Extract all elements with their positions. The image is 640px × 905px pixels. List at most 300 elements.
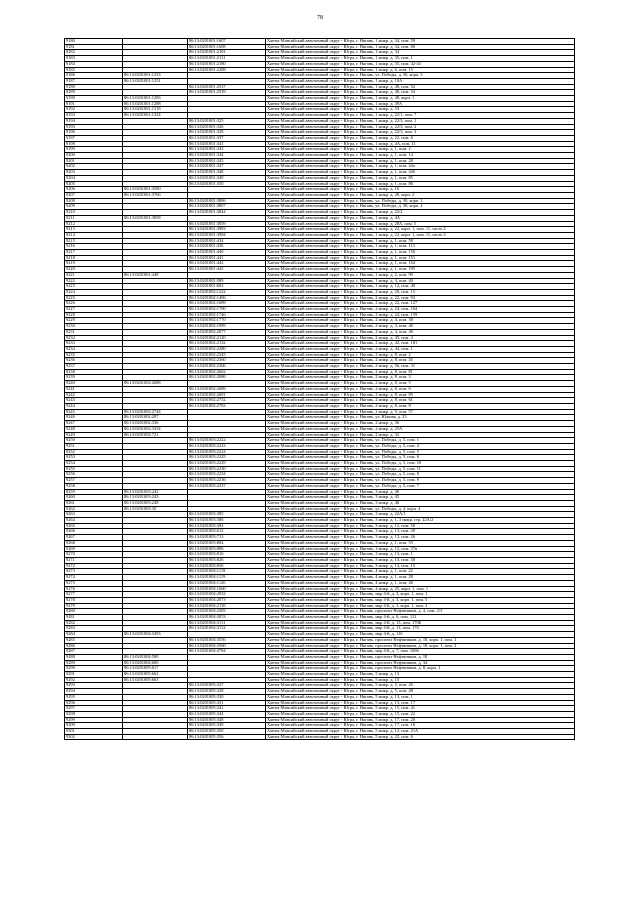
object-cadastral-number-cell: 86:13:0201001:328 — [188, 130, 266, 136]
address-cell: Ханты-Мансийский автономный округ - Югра, г. Нягань, 3 микр. д. 13, пом. 58 — [266, 557, 575, 563]
address-cell: Ханты-Мансийский автономный округ - Югра, г. Нягань, 1 микр. д. 53 — [266, 107, 575, 113]
row-number-cell: 9278 — [65, 597, 123, 603]
object-cadastral-number-cell: 86:13:0201004:1660 — [188, 586, 266, 592]
object-cadastral-number-cell: 86:13:0201004:2032 — [188, 592, 266, 598]
land-cadastral-number-cell: 86:13:0201002:336 — [123, 421, 188, 427]
object-cadastral-number-cell: 86:13:0201003:826 — [188, 557, 266, 563]
address-cell: Ханты-Мансийский автономный округ - Югра, г. Нягань, 1 микр. д. 22, пом. 6 — [266, 135, 575, 141]
object-cadastral-number-cell: 86:13:0201003:804 — [188, 540, 266, 546]
address-cell: Ханты-Мансийский автономный округ - Югра, г. Нягань, 3 микр. д. 45 — [266, 495, 575, 501]
object-cadastral-number-cell: 86:13:0201001:602 — [188, 284, 266, 290]
row-number-cell: 9255 — [65, 466, 123, 472]
row-number-cell: 9259 — [65, 489, 123, 495]
row-number-cell: 9279 — [65, 603, 123, 609]
address-cell: Ханты-Мансийский автономный округ - Югра, г. Нягань, 5 микр. д. 17, пом. 16 — [266, 723, 575, 729]
address-cell: Ханты-Мансийский автономный округ - Югра, г. Нягань, 4 микр. д. 1, пом. 22 — [266, 569, 575, 575]
address-cell: Ханты-Мансийский автономный округ - Югра, г. Нягань, ул. Южная, д. 23 — [266, 415, 575, 421]
object-cadastral-number-cell: 86:13:0201004:3112 — [188, 626, 266, 632]
address-cell: Ханты-Мансийский автономный округ - Югра, г. Нягань, ул. Победы, д. 5, пом. 9 — [266, 478, 575, 484]
address-cell: Ханты-Мансийский автономный округ - Югра, г. Нягань, 2 микр. д. 8, пом. 8 — [266, 404, 575, 410]
address-cell: Ханты-Мансийский автономный округ - Югра, г. Нягань, 1 микр. д. 22, корп. 1, пом. 11, часть 3 — [266, 232, 575, 238]
address-cell: Ханты-Мансийский автономный округ - Югра, г. Нягань, 1 микр. д. 10А — [266, 78, 575, 84]
address-cell: Ханты-Мансийский автономный округ - Югра, г. Нягань, 2 микр. д. 44, пом. 1 — [266, 346, 575, 352]
object-cadastral-number-cell: 86:13:0201001:350 — [188, 181, 266, 187]
address-cell: Ханты-Мансийский автономный округ - Югра, г. Нягань, 5 микр. д. 13, пом. 1 — [266, 694, 575, 700]
address-cell: Ханты-Мансийский автономный округ - Югра, г. Нягань, ул. Победы, д. 30, корп. 2 — [266, 204, 575, 210]
row-number-cell: 9289 — [65, 660, 123, 666]
object-cadastral-number-cell: 86:13:0201001:2180 — [188, 61, 266, 67]
row-number-cell: 9298 — [65, 711, 123, 717]
address-cell: Ханты-Мансийский автономный округ - Югра, г. Нягань, ул. Победы, д. 5, пом. 11 — [266, 466, 575, 472]
address-cell: Ханты-Мансийский автономный округ - Югра, г. Нягань, 1 микр. д. 1, пом. 164 — [266, 261, 575, 267]
object-cadastral-number-cell: 86:13:0201001:1607 — [188, 39, 266, 45]
row-number-cell: 9192 — [65, 107, 123, 113]
address-cell: Ханты-Мансийский автономный округ - Югра, г. Нягань, 1 микр. д. 34 — [266, 50, 575, 56]
address-cell: Ханты-Мансийский автономный округ - Югра, г. Нягань, 3 микр. д. 40 — [266, 489, 575, 495]
address-cell: Ханты-Мансийский автономный округ - Югра, г. Нягань, 3 микр. д. 14, пом. 15 — [266, 563, 575, 569]
row-number-cell: 9211 — [65, 215, 123, 221]
row-number-cell: 9264 — [65, 518, 123, 524]
row-number-cell: 9248 — [65, 426, 123, 432]
row-number-cell: 9286 — [65, 643, 123, 649]
object-cadastral-number-cell: 86:13:0201001:443 — [188, 267, 266, 273]
address-cell: Ханты-Мансийский автономный округ - Югра, г. Нягань, 5 микр. д. 15, пом. 41 — [266, 706, 575, 712]
registry-table — [64, 38, 575, 740]
land-cadastral-number-cell: 86:13:0201001:3858 — [123, 215, 188, 221]
table-row — [65, 734, 575, 740]
row-number-cell: 9213 — [65, 227, 123, 233]
land-cadastral-number-cell: 86:13:0201002:287 — [123, 415, 188, 421]
object-cadastral-number-cell: 86:13:0201002:1689 — [188, 301, 266, 307]
row-number-cell: 9194 — [65, 118, 123, 124]
row-number-cell: 9292 — [65, 677, 123, 683]
row-number-cell: 9296 — [65, 700, 123, 706]
address-cell: Ханты-Мансийский автономный округ - Югра, г. Нягань, 1 микр. д. 1, пом. 44а — [266, 164, 575, 170]
object-cadastral-number-cell: 86:13:0201001:337 — [188, 135, 266, 141]
address-cell: Ханты-Мансийский автономный округ - Югра, г. Нягань, 5 микр. д. 12, пом. 21А — [266, 729, 575, 735]
row-number-cell: 9228 — [65, 312, 123, 318]
address-cell: Ханты-Мансийский автономный округ - Югра, г. Нягань, 5 микр. д. 5, пом. 26 — [266, 683, 575, 689]
address-cell: Ханты-Мансийский автономный округ - Югра, г. Нягань, 5 микр. д. 5, пом. 48 — [266, 689, 575, 695]
row-number-cell: 9267 — [65, 535, 123, 541]
address-cell: Ханты-Мансийский автономный округ - Югра, г. Нягань, 1 микр. д. 1, пом. 195 — [266, 267, 575, 273]
address-cell: Ханты-Мансийский автономный округ - Югра, г. Нягань, 1 микр. д. 4А, пом. 11 — [266, 141, 575, 147]
object-cadastral-number-cell: 86:13:0201001:344 — [188, 153, 266, 159]
address-cell: Ханты-Мансийский автономный округ - Югра, г. Нягань, 3 микр. д. 13, пом. 1 — [266, 552, 575, 558]
object-cadastral-number-cell: 86:13:0201001:3984 — [188, 232, 266, 238]
row-number-cell: 9269 — [65, 546, 123, 552]
address-cell: Ханты-Мансийский автономный округ - Югра, г. Нягань, ул. Победы, д. 4, корп. 4 — [266, 506, 575, 512]
row-number-cell: 9181 — [65, 44, 123, 50]
object-cadastral-number-cell: 86:13:0201001:325 — [188, 118, 266, 124]
address-cell: Ханты-Мансийский автономный округ - Югра, г. Нягань, 5 микр. д. 13, пом. 17 — [266, 700, 575, 706]
row-number-cell: 9291 — [65, 672, 123, 678]
row-number-cell: 9253 — [65, 455, 123, 461]
object-cadastral-number-cell: 86:13:0201003:2229 — [188, 461, 266, 467]
land-cadastral-number-cell: 86:13:0201002:2688 — [123, 381, 188, 387]
row-number-cell: 9258 — [65, 483, 123, 489]
address-cell: Ханты-Мансийский автономный округ - Югра, г. Нягань, 3 микр. д. 46 — [266, 500, 575, 506]
address-cell: Ханты-Мансийский автономный округ - Югра, г. Нягань, 2 микр. д. 56, пом. 31 — [266, 364, 575, 370]
address-cell: Ханты-Мансийский автономный округ - Югра, г. Нягань, 1 микр. д. 1, пом. 151 — [266, 255, 575, 261]
row-number-cell: 9299 — [65, 717, 123, 723]
row-number-cell: 9233 — [65, 341, 123, 347]
address-cell: Ханты-Мансийский автономный округ - Югра, г. Нягань, 2 микр. д. 22, пом. 127 — [266, 301, 575, 307]
land-cadastral-number-cell: 86:13:0201003:248 — [123, 500, 188, 506]
address-cell: Ханты-Мансийский автономный округ - Югра, г. Нягань, 1 микр. д. 1, пом. 2 — [266, 147, 575, 153]
object-cadastral-number-cell: 86:13:0201001:440 — [188, 250, 266, 256]
object-cadastral-number-cell: 86:13:0201001:2537 — [188, 84, 266, 90]
address-cell: Ханты-Мансийский автономный округ - Югра, г. Нягань, 2 микр. д. 8, пом. 3 — [266, 375, 575, 381]
address-cell: Ханты-Мансийский автономный округ - Югра, г. Нягань, 1 микр. д. 1, пом. 86 — [266, 181, 575, 187]
address-cell: Ханты-Мансийский автономный округ - Югра, г. Нягань, мкр 4-й, д. 6, пом. 121 — [266, 615, 575, 621]
object-cadastral-number-cell: 86:13:0201004:3111 — [188, 620, 266, 626]
row-number-cell: 9195 — [65, 124, 123, 130]
address-cell: Ханты-Мансийский автономный округ - Югра, г. Нягань, ул. Победы, д. 5, пом. 10 — [266, 461, 575, 467]
address-cell: Ханты-Мансийский автономный округ - Югра, г. Нягань, ул. Победы, д. 5, пом. 4 — [266, 443, 575, 449]
registry-body — [65, 39, 575, 740]
row-number-cell: 9294 — [65, 689, 123, 695]
object-cadastral-number-cell: 86:13:0201002:1496 — [188, 295, 266, 301]
address-cell: Ханты-Мансийский автономный округ - Югра, г. Нягань, 1 микр. д. 1, пом. 58 — [266, 238, 575, 244]
object-cadastral-number-cell: 86:13:0201005:356 — [188, 734, 266, 740]
land-cadastral-number-cell: 86:13:0201001:3580 — [123, 187, 188, 193]
row-number-cell: 9284 — [65, 632, 123, 638]
address-cell: Ханты-Мансийский автономный округ - Югра, г. Нягань, 1 микр. д. 34, пом. 60 — [266, 44, 575, 50]
object-cadastral-number-cell: 86:13:0201001:2111 — [188, 56, 266, 62]
address-cell: Ханты-Мансийский автономный округ - Югра, г. Нягань, ул. Победы, д. 5, пом. 8 — [266, 472, 575, 478]
address-cell: Ханты-Мансийский автономный округ - Югра, г. Нягань, 3 микр. д. 12, пом. 37в — [266, 546, 575, 552]
row-number-cell: 9203 — [65, 170, 123, 176]
object-cadastral-number-cell: 86:13:0201003:816 — [188, 552, 266, 558]
row-number-cell: 9205 — [65, 181, 123, 187]
row-number-cell: 9230 — [65, 324, 123, 330]
address-cell: Ханты-Мансийский автономный округ - Югра, г. Нягань, 1 микр. д. 4, пом. 40 — [266, 278, 575, 284]
object-cadastral-number-cell: 86:13:0201005:328 — [188, 689, 266, 695]
address-cell: Ханты-Мансийский автономный округ - Югра, г. Нягань, 1 микр. д. 2, пом. 99 — [266, 272, 575, 278]
row-number-cell: 9207 — [65, 192, 123, 198]
object-cadastral-number-cell: 86:13:0201001:3844 — [188, 210, 266, 216]
object-cadastral-number-cell: 86:13:0201003:2236 — [188, 478, 266, 484]
object-cadastral-number-cell: 86:13:0201005:327 — [188, 683, 266, 689]
page-number: 78 — [317, 15, 323, 21]
row-number-cell: 9281 — [65, 615, 123, 621]
row-number-cell: 9210 — [65, 210, 123, 216]
object-cadastral-number-cell: 86:13:0201003:713 — [188, 535, 266, 541]
address-cell: Ханты-Мансийский автономный округ - Югра, г. Нягань, 5 микр. д. 15 — [266, 677, 575, 683]
land-cadastral-number-cell: 86:13:0201004:3493 — [123, 632, 188, 638]
address-cell: Ханты-Мансийский автономный округ - Югра, г. Нягань, 1 микр. д. 49А — [266, 101, 575, 107]
address-cell: Ханты-Мансийский автономный округ - Югра, г. Нягань, 2 микр. д. 20, пом. 15 — [266, 289, 575, 295]
object-cadastral-number-cell: 86:13:0201001:1608 — [188, 44, 266, 50]
address-cell: Ханты-Мансийский автономный округ - Югра, г. Нягань, 1 микр. д. 16 — [266, 187, 575, 193]
address-cell: Ханты-Мансийский автономный округ - Югра, г. Нягань, проспект Нефтяников, д. 34 — [266, 660, 575, 666]
object-cadastral-number-cell: 86:13:0201004:3560 — [188, 643, 266, 649]
address-cell: Ханты-Мансийский автономный округ - Югра, г. Нягань, 4 микр. д. 1, пом. 28 — [266, 575, 575, 581]
address-cell: Ханты-Мансийский автономный округ - Югра, г. Нягань, ул. Победы, д. 5, пом. 5 — [266, 449, 575, 455]
object-cadastral-number-cell: 86:13:0201004:3784 — [188, 649, 266, 655]
row-number-cell: 9220 — [65, 267, 123, 273]
row-number-cell: 9198 — [65, 141, 123, 147]
land-cadastral-number-cell: 86:13:0201002:2744 — [123, 409, 188, 415]
land-cadastral-number-cell: 86:13:0201004:580 — [123, 654, 188, 660]
row-number-cell: 9260 — [65, 495, 123, 501]
row-number-cell: 9252 — [65, 449, 123, 455]
object-cadastral-number-cell: 86:13:0201001:441 — [188, 255, 266, 261]
row-number-cell: 9265 — [65, 523, 123, 529]
object-cadastral-number-cell: 86:13:0201002:2132 — [188, 341, 266, 347]
object-cadastral-number-cell: 86:13:0201002:1700 — [188, 307, 266, 313]
address-cell: Ханты-Мансийский автономный округ - Югра, г. Нягань, 1 микр. д. 4А — [266, 215, 575, 221]
address-cell: Ханты-Мансийский автономный округ - Югра, г. Нягань, 1 микр. д. 6, пом. 15 — [266, 67, 575, 73]
address-cell: Ханты-Мансийский автономный округ - Югра, г. Нягань, ул. Победы, д. 30, корп. 3 — [266, 73, 575, 79]
row-number-cell: 9268 — [65, 540, 123, 546]
object-cadastral-number-cell: 86:13:0201004:1120 — [188, 580, 266, 586]
object-cadastral-number-cell: 86:13:0201005:341 — [188, 706, 266, 712]
row-number-cell: 9204 — [65, 175, 123, 181]
row-number-cell: 9276 — [65, 586, 123, 592]
object-cadastral-number-cell: 86:13:0201001:3806 — [188, 198, 266, 204]
address-cell: Ханты-Мансийский автономный округ - Югра, г. Нягань, 5 микр. д. 22, пом. 6 — [266, 734, 575, 740]
land-cadastral-number-cell: 86:13:0201001:1288 — [123, 101, 188, 107]
object-cadastral-number-cell: 86:13:0201003:385 — [188, 512, 266, 518]
row-number-cell: 9280 — [65, 609, 123, 615]
row-number-cell: 9249 — [65, 432, 123, 438]
address-cell: Ханты-Мансийский автономный округ - Югра, г. Нягань, 1 микр. д. 48, пом. 54 — [266, 90, 575, 96]
row-number-cell: 9206 — [65, 187, 123, 193]
object-cadastral-number-cell: 86:13:0201001:349 — [188, 175, 266, 181]
row-number-cell: 9187 — [65, 78, 123, 84]
address-cell: Ханты-Мансийский автономный округ - Югра, г. Нягань, проспект Нефтяников, д. 4, пом. 2/3 — [266, 609, 575, 615]
row-number-cell: 9247 — [65, 421, 123, 427]
object-cadastral-number-cell: 86:13:0201002:1746 — [188, 312, 266, 318]
address-cell: Ханты-Мансийский автономный округ - Югра, г. Нягань, 3 микр. д. 13, пом. 28 — [266, 529, 575, 535]
row-number-cell: 9273 — [65, 569, 123, 575]
row-number-cell: 9239 — [65, 375, 123, 381]
address-cell: Ханты-Мансийский автономный округ - Югра, г. Нягань, 1 микр. д. 48, пом. 52 — [266, 84, 575, 90]
row-number-cell: 9216 — [65, 244, 123, 250]
address-cell: Ханты-Мансийский автономный округ - Югра, г. Нягань, 1 микр. д. 22/2 — [266, 210, 575, 216]
address-cell: Ханты-Мансийский автономный округ - Югра, г. Нягань, мкр 4-й, д. 13, пом. 170 — [266, 626, 575, 632]
row-number-cell: 9244 — [65, 404, 123, 410]
row-number-cell: 9182 — [65, 50, 123, 56]
object-cadastral-number-cell: 86:13:0201003:612 — [188, 529, 266, 535]
address-cell: Ханты-Мансийский автономный округ - Югра, г. Нягань, 2 микр. д. 8, пом. 61 — [266, 398, 575, 404]
row-number-cell: 9256 — [65, 472, 123, 478]
object-cadastral-number-cell: 86:13:0201001:3859 — [188, 221, 266, 227]
object-cadastral-number-cell: 86:13:0201002:2345 — [188, 352, 266, 358]
row-number-cell: 9185 — [65, 67, 123, 73]
address-cell: Ханты-Мансийский автономный округ - Югра, г. Нягань, 1 микр. д. 1, пом. 28 — [266, 158, 575, 164]
object-cadastral-number-cell: 86:13:0201001:343 — [188, 147, 266, 153]
row-number-cell: 9190 — [65, 96, 123, 102]
address-cell: Ханты-Мансийский автономный округ - Югра, г. Нягань, 5 микр. д. 17, пом. 20 — [266, 717, 575, 723]
address-cell: Ханты-Мансийский автономный округ - Югра, г. Нягань, ул. Победы, д. 5, пом. 1 — [266, 438, 575, 444]
row-number-cell: 9225 — [65, 295, 123, 301]
row-number-cell: 9257 — [65, 478, 123, 484]
row-number-cell: 9224 — [65, 289, 123, 295]
address-cell: Ханты-Мансийский автономный округ - Югра, г. Нягань, 4 микр. д. 1, пом. 46 — [266, 580, 575, 586]
row-number-cell: 9254 — [65, 461, 123, 467]
address-cell: Ханты-Мансийский автономный округ - Югра, г. Нягань, 2 микр. д. 8, пом. 5 — [266, 381, 575, 387]
object-cadastral-number-cell: 86:13:0201004:3556 — [188, 637, 266, 643]
address-cell: Ханты-Мансийский автономный округ - Югра, г. Нягань, ул. Победы, д. 5, пом. 6 — [266, 455, 575, 461]
object-cadastral-number-cell: 86:13:0201002:2686 — [188, 375, 266, 381]
row-number-cell: 9245 — [65, 409, 123, 415]
address-cell: Ханты-Мансийский автономный округ - Югра, г. Нягань, 1 микр. д. 1, пом. 113 — [266, 244, 575, 250]
row-number-cell: 9297 — [65, 706, 123, 712]
object-cadastral-number-cell: 86:13:0201002:1770 — [188, 318, 266, 324]
row-number-cell: 9183 — [65, 56, 123, 62]
row-number-cell: 9232 — [65, 335, 123, 341]
address-cell: Ханты-Мансийский автономный округ - Югра, г. Нягань, 1 микр. д. 28, корп. 2 — [266, 192, 575, 198]
land-cadastral-number-cell: 86:13:0201001:1324 — [123, 113, 188, 119]
land-cadastral-number-cell: 86:13:0201003:243 — [123, 495, 188, 501]
address-cell: Ханты-Мансийский автономный округ - Югра, г. Нягань, 2 микр. д. 4, пом. 38 — [266, 318, 575, 324]
address-cell: Ханты-Мансийский автономный округ - Югра, г. Нягань, 1 микр. д. 22/3, пом. 3 — [266, 130, 575, 136]
address-cell: Ханты-Мансийский автономный округ - Югра, г. Нягань, 1 микр. д. 12, пом. 40 — [266, 284, 575, 290]
object-cadastral-number-cell: 86:13:0201002:2280 — [188, 346, 266, 352]
object-cadastral-number-cell: 86:13:0201001:348 — [188, 170, 266, 176]
row-number-cell: 9285 — [65, 637, 123, 643]
address-cell: Ханты-Мансийский автономный округ - Югра, г. Нягань, 2 микр. д. 24, пом. 164 — [266, 307, 575, 313]
land-cadastral-number-cell: 86:13:0201002:721 — [123, 432, 188, 438]
object-cadastral-number-cell: 86:13:0201005:348 — [188, 717, 266, 723]
object-cadastral-number-cell: 86:13:0201002:2360 — [188, 358, 266, 364]
row-number-cell: 9261 — [65, 500, 123, 506]
address-cell: Ханты-Мансийский автономный округ - Югра, г. Нягань, мкр 4-й, д. 7, пом. 1006 — [266, 649, 575, 655]
object-cadastral-number-cell: 86:13:0201003:2225 — [188, 455, 266, 461]
object-cadastral-number-cell: 86:13:0201001:442 — [188, 261, 266, 267]
object-cadastral-number-cell: 86:13:0201004:3053 — [188, 615, 266, 621]
address-cell: Ханты-Мансийский автономный округ - Югра, г. Нягань, 5 микр. д. 15, пом. 22 — [266, 711, 575, 717]
row-number-cell: 9290 — [65, 666, 123, 672]
row-number-cell: 9209 — [65, 204, 123, 210]
object-cadastral-number-cell: 86:13:0201003:806 — [188, 546, 266, 552]
object-cadastral-number-cell: 86:13:0201004:1119 — [188, 575, 266, 581]
row-number-cell: 9223 — [65, 284, 123, 290]
row-number-cell: 9189 — [65, 90, 123, 96]
land-cadastral-number-cell — [123, 734, 188, 740]
address-cell: Ханты-Мансийский автономный округ - Югра, г. Нягань, ул. Победы, д. 5, пом. 7 — [266, 483, 575, 489]
address-cell: Ханты-Мансийский автономный округ - Югра, г. Нягань, 1 микр. д. 22, корп. 1, пом. 11, часть 2 — [266, 227, 575, 233]
address-cell: Ханты-Мансийский автономный округ - Югра, г. Нягань, 3 микр. д. 1, пом. 55 — [266, 540, 575, 546]
address-cell: Ханты-Мансийский автономный округ - Югра, г. Нягань, мкр 4-й, д. 3, корп. 1, пом. 1 — [266, 592, 575, 598]
address-cell: Ханты-Мансийский автономный округ - Югра, г. Нягань, 2 микр. д. 9, пом. 57 — [266, 409, 575, 415]
row-number-cell: 9250 — [65, 438, 123, 444]
object-cadastral-number-cell: 86:13:0201001:2288 — [188, 67, 266, 73]
row-number-cell: 9277 — [65, 592, 123, 598]
object-cadastral-number-cell: 86:13:0201001:2101 — [188, 50, 266, 56]
object-cadastral-number-cell: 86:13:0201003:394 — [188, 523, 266, 529]
row-number-cell: 9200 — [65, 153, 123, 159]
row-number-cell: 9240 — [65, 381, 123, 387]
object-cadastral-number-cell: 86:13:0201002:2662 — [188, 369, 266, 375]
row-number-cell: 9208 — [65, 198, 123, 204]
address-cell: Ханты-Мансийский автономный округ - Югра, г. Нягань, 1 микр. д. 1, пом. 150 — [266, 250, 575, 256]
row-number-cell: 9201 — [65, 158, 123, 164]
address-cell: Ханты-Мансийский автономный округ - Югра, г. Нягань, 2 микр. д. 25А — [266, 426, 575, 432]
address-cell: Ханты-Мансийский автономный округ - Югра, г. Нягань, 2 микр. д. 8, пом. 85 — [266, 392, 575, 398]
address-cell: Ханты-Мансийский автономный округ - Югра, г. Нягань, 1 микр. д. 22/3, пом. 2 — [266, 124, 575, 130]
land-cadastral-number-cell: 86:13:0201005:617 — [123, 666, 188, 672]
object-cadastral-number-cell: 86:13:0201002:2691 — [188, 392, 266, 398]
address-cell: Ханты-Мансийский автономный округ - Югра, г. Нягань, 2 микр. д. 8, пом. 2 — [266, 352, 575, 358]
land-cadastral-number-cell: 86:13:0201002:3354 — [123, 426, 188, 432]
object-cadastral-number-cell: 86:13:0201003:2224 — [188, 449, 266, 455]
address-cell: Ханты-Мансийский автономный округ - Югра, г. Нягань, мкр 4-й, д. 11б — [266, 632, 575, 638]
address-cell: Ханты-Мансийский автономный округ - Югра, г. Нягань, 2 микр. д. 4, пом. 48 — [266, 329, 575, 335]
object-cadastral-number-cell: 86:13:0201005:331 — [188, 700, 266, 706]
address-cell: Ханты-Мансийский автономный округ - Югра, г. Нягань, проспект Нефтяников, д. 8, корп. 1 — [266, 666, 575, 672]
row-number-cell: 9246 — [65, 415, 123, 421]
object-cadastral-number-cell: 86:13:0201002:2752 — [188, 398, 266, 404]
row-number-cell: 9241 — [65, 386, 123, 392]
row-number-cell: 9262 — [65, 506, 123, 512]
object-cadastral-number-cell: 86:13:0201001:345 — [188, 158, 266, 164]
row-number-cell: 9235 — [65, 352, 123, 358]
address-cell: Ханты-Мансийский автономный округ - Югра, г. Нягань, 2 микр. д. 8, пом. 81 — [266, 369, 575, 375]
row-number-cell: 9274 — [65, 575, 123, 581]
object-cadastral-number-cell: 86:13:0201001:3983 — [188, 227, 266, 233]
address-cell: Ханты-Мансийский автономный округ - Югра, г. Нягань, мкр 4-й, д. 3, корп. 1, пом. 5 — [266, 597, 575, 603]
address-cell: Ханты-Мансийский автономный округ - Югра, г. Нягань, 1 микр. д. 34, пом. 59 — [266, 39, 575, 45]
address-cell: Ханты-Мансийский автономный округ - Югра, г. Нягань, 1 микр. д. 22/1, пом. 7 — [266, 113, 575, 119]
object-cadastral-number-cell: 86:13:0201001:2539 — [188, 90, 266, 96]
row-number-cell: 9293 — [65, 683, 123, 689]
object-cadastral-number-cell: 86:13:0201003:2237 — [188, 483, 266, 489]
address-cell: Ханты-Мансийский автономный округ - Югра, г. Нягань, 2 микр. д. 22, пом. 93 — [266, 295, 575, 301]
land-cadastral-number-cell: 86:13:0201001:3766 — [123, 192, 188, 198]
address-cell: Ханты-Мансийский автономный округ - Югра, г. Нягань, 3 микр. д. 1, 3 микр. стр. 22А/2 — [266, 518, 575, 524]
address-cell: Ханты-Мансийский автономный округ - Югра, г. Нягань, 1 микр. д. 1, пом. 14 — [266, 153, 575, 159]
row-number-cell: 9212 — [65, 221, 123, 227]
object-cadastral-number-cell: 86:13:0201004:2305 — [188, 609, 266, 615]
address-cell: Ханты-Мансийский автономный округ - Югра, г. Нягань, мкр 4-й, д. 13, пом. 170Б — [266, 620, 575, 626]
row-number-cell: 9236 — [65, 358, 123, 364]
row-number-cell: 9186 — [65, 73, 123, 79]
row-number-cell: 9302 — [65, 734, 123, 740]
object-cadastral-number-cell: 86:13:0201002:2077 — [188, 329, 266, 335]
row-number-cell: 9229 — [65, 318, 123, 324]
address-cell: Ханты-Мансийский автономный округ - Югра, г. Нягань, 1 микр. д. 28А, пом. 5 — [266, 221, 575, 227]
row-number-cell: 9231 — [65, 329, 123, 335]
address-cell: Ханты-Мансийский автономный округ - Югра, г. Нягань, 2 микр. д. 8, пом. 45 — [266, 358, 575, 364]
row-number-cell: 9202 — [65, 164, 123, 170]
row-number-cell: 9199 — [65, 147, 123, 153]
address-cell: Ханты-Мансийский автономный округ - Югра, г. Нягань, 5 микр. д. 13 — [266, 672, 575, 678]
row-number-cell: 9266 — [65, 529, 123, 535]
row-number-cell: 9275 — [65, 580, 123, 586]
address-cell: Ханты-Мансийский автономный округ - Югра, г. Нягань, 1 микр. д. 35, пом. 1 — [266, 56, 575, 62]
address-cell: Ханты-Мансийский автономный округ - Югра, г. Нягань, 3 микр. д. 22А/1 — [266, 512, 575, 518]
address-cell: Ханты-Мансийский автономный округ - Югра, г. Нягань, 2 микр. д. 42, пом. 181 — [266, 341, 575, 347]
row-number-cell: 9251 — [65, 443, 123, 449]
object-cadastral-number-cell: 86:13:0201001:341 — [188, 141, 266, 147]
row-number-cell: 9196 — [65, 130, 123, 136]
object-cadastral-number-cell: 86:13:0201003:2222 — [188, 438, 266, 444]
row-number-cell: 9215 — [65, 238, 123, 244]
land-cadastral-number-cell: 86:13:0201001:1233 — [123, 73, 188, 79]
land-cadastral-number-cell: 86:13:0201003:30 — [123, 506, 188, 512]
address-cell: Ханты-Мансийский автономный округ - Югра, г. Нягань, 1 микр. д. 48, корп. 1 — [266, 96, 575, 102]
object-cadastral-number-cell: 86:13:0201002:1222 — [188, 289, 266, 295]
address-cell: Ханты-Мансийский автономный округ - Югра, г. Нягань, 3 микр. д. 13, пом. 26 — [266, 535, 575, 541]
land-cadastral-number-cell: 86:13:0201001:1251 — [123, 78, 188, 84]
land-cadastral-number-cell: 86:13:0201005:663 — [123, 677, 188, 683]
address-cell: Ханты-Мансийский автономный округ - Югра, г. Нягань, 4 микр. д. 25, корп. 1, пом. 1 — [266, 586, 575, 592]
row-number-cell: 9227 — [65, 307, 123, 313]
